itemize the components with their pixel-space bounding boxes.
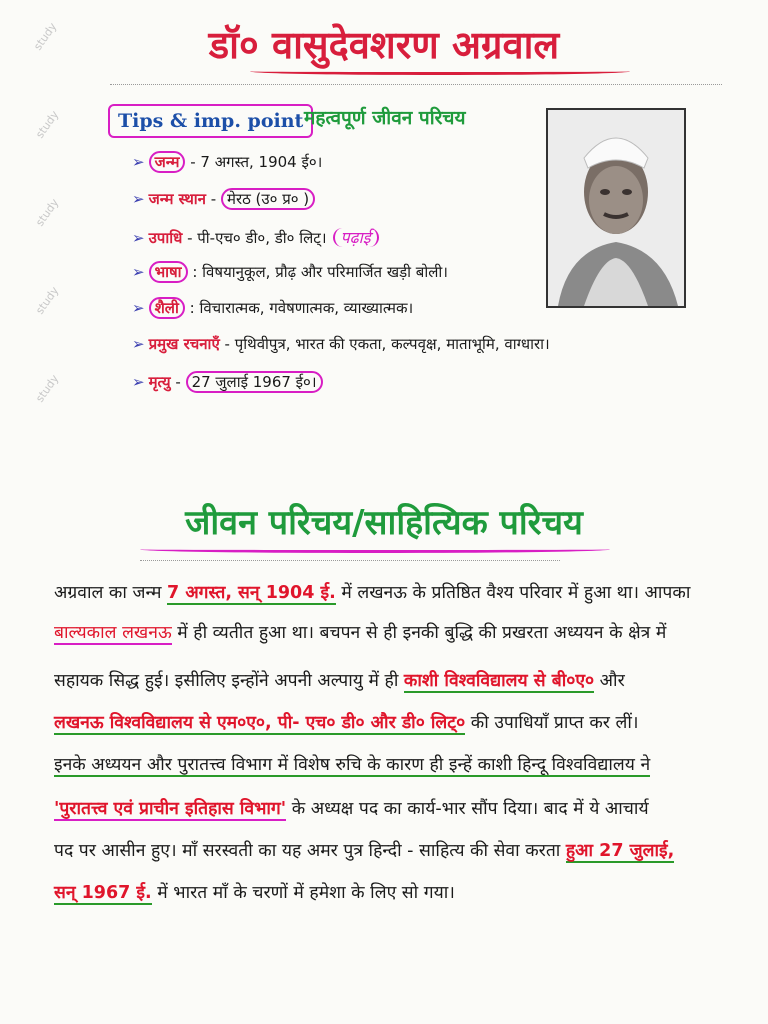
paragraph-line	[54, 796, 714, 820]
arrow-icon: ➢	[132, 373, 145, 391]
bullet-value: विचारात्मक, गवेषणात्मक, व्याख्यात्मक।	[199, 299, 414, 317]
arrow-icon: ➢	[132, 229, 145, 247]
bullet-separator: -	[182, 229, 198, 247]
text-run: में भारत माँ के चरणों में हमेशा के लिए सो गया।	[151, 883, 455, 903]
tips-label: Tips & imp. point	[108, 104, 313, 138]
bullet-key: भाषा	[149, 261, 188, 283]
text-run: और	[594, 671, 625, 691]
watermark: study	[33, 284, 62, 317]
arrow-icon: ➢	[132, 335, 145, 353]
arrow-icon: ➢	[132, 153, 145, 171]
bullet-separator: -	[219, 335, 235, 353]
watermark: study	[33, 108, 62, 141]
highlight-text: 7 अगस्त, सन् 1904 ई.	[167, 583, 336, 603]
list-item	[132, 152, 322, 172]
bullet-key: शैली	[149, 297, 185, 319]
bullet-key: मृत्यु	[148, 373, 171, 391]
bullet-value: पृथिवीपुत्र, भारत की एकता, कल्पवृक्ष, माताभूमि, वाग्धारा।	[234, 335, 550, 353]
bullet-separator: -	[185, 153, 201, 171]
bullet-key: उपाधि	[148, 229, 183, 247]
divider	[110, 84, 722, 85]
paragraph-line	[54, 668, 714, 692]
arrow-icon: ➢	[132, 190, 145, 208]
bullet-key: जन्म	[149, 151, 186, 173]
text-run: के अध्यक्ष पद का कार्य-भार सौंप दिया। बाद में ये आचार्य	[286, 799, 649, 819]
important-biography-heading: महत्वपूर्ण जीवन परिचय	[304, 107, 466, 129]
bullet-separator: :	[187, 263, 203, 281]
highlight-text: बाल्यकाल लखनऊ	[54, 623, 172, 643]
highlight-text: काशी विश्वविद्यालय से बी०ए०	[403, 671, 595, 691]
highlight-text: लखनऊ विश्वविद्यालय से एम०ए०, पी- एच० डी० और डी० लिट्०	[54, 713, 466, 733]
bullet-value: 7 अगस्त, 1904 ई०।	[200, 153, 323, 171]
divider	[140, 560, 560, 561]
text-run: पद पर आसीन हुए। माँ सरस्वती का यह अमर पुत्र हिन्दी - साहित्य की सेवा करता	[54, 841, 566, 861]
arrow-icon: ➢	[132, 263, 145, 281]
title-underline	[250, 68, 630, 75]
paragraph-line	[54, 880, 714, 904]
text-run: में लखनऊ के प्रतिष्ठित वैश्य परिवार में हुआ था। आपका	[335, 583, 691, 603]
arrow-icon: ➢	[132, 299, 145, 317]
watermark: study	[33, 372, 62, 405]
list-item	[132, 189, 315, 209]
section-underline	[140, 546, 610, 553]
page-title: डॉ० वासुदेवशरण अग्रवाल	[208, 23, 560, 67]
list-item	[132, 372, 323, 392]
bullet-separator: -	[170, 373, 186, 391]
paragraph-line	[54, 752, 714, 776]
list-item	[132, 262, 448, 282]
bullet-separator: :	[184, 299, 200, 317]
bullet-separator: -	[206, 190, 221, 208]
paragraph-line	[54, 710, 714, 734]
highlight-text: सन् 1967 ई.	[54, 883, 152, 903]
portrait-image	[548, 110, 684, 306]
author-portrait	[546, 108, 686, 308]
bullet-key: प्रमुख रचनाएँ	[148, 335, 220, 353]
highlight-text: हुआ 27 जुलाई,	[565, 841, 675, 861]
text-run: की उपाधियाँ प्राप्त कर लीं।	[465, 713, 639, 733]
text-run: अग्रवाल का जन्म	[54, 583, 168, 603]
handwritten-annotation: पढ़ाई	[333, 228, 379, 247]
paragraph-line	[54, 838, 714, 862]
section-title: जीवन परिचय/साहित्यिक परिचय	[185, 503, 583, 543]
bullet-value: विषयानुकूल, प्रौढ़ और परिमार्जित खड़ी बोली।	[202, 263, 448, 281]
text-run: इनके अध्ययन और पुरातत्त्व विभाग में विशेष रुचि के कारण ही इन्हें काशी हिन्दू विश्वविद्यालय ने	[54, 755, 651, 775]
watermark: study	[31, 20, 60, 53]
watermark: study	[33, 196, 62, 229]
list-item	[132, 298, 413, 318]
bullet-value: 27 जुलाई 1967 ई०।	[186, 371, 323, 393]
highlight-text: 'पुरातत्त्व एवं प्राचीन इतिहास विभाग'	[54, 799, 287, 819]
bullet-value: मेरठ (उ० प्र० )	[221, 188, 315, 210]
list-item	[132, 334, 550, 354]
paragraph-line	[54, 620, 714, 644]
bullet-value: पी-एच० डी०, डी० लिट्।	[197, 229, 327, 247]
list-item	[132, 226, 379, 248]
bullet-key: जन्म स्थान	[148, 190, 207, 208]
text-run: में ही व्यतीत हुआ था। बचपन से ही इनकी बुद्धि की प्रखरता अध्ययन के क्षेत्र में	[171, 623, 667, 643]
text-run: सहायक सिद्ध हुई। इसीलिए इन्होंने अपनी अल्पायु में ही	[54, 671, 404, 691]
paragraph-line	[54, 580, 714, 604]
